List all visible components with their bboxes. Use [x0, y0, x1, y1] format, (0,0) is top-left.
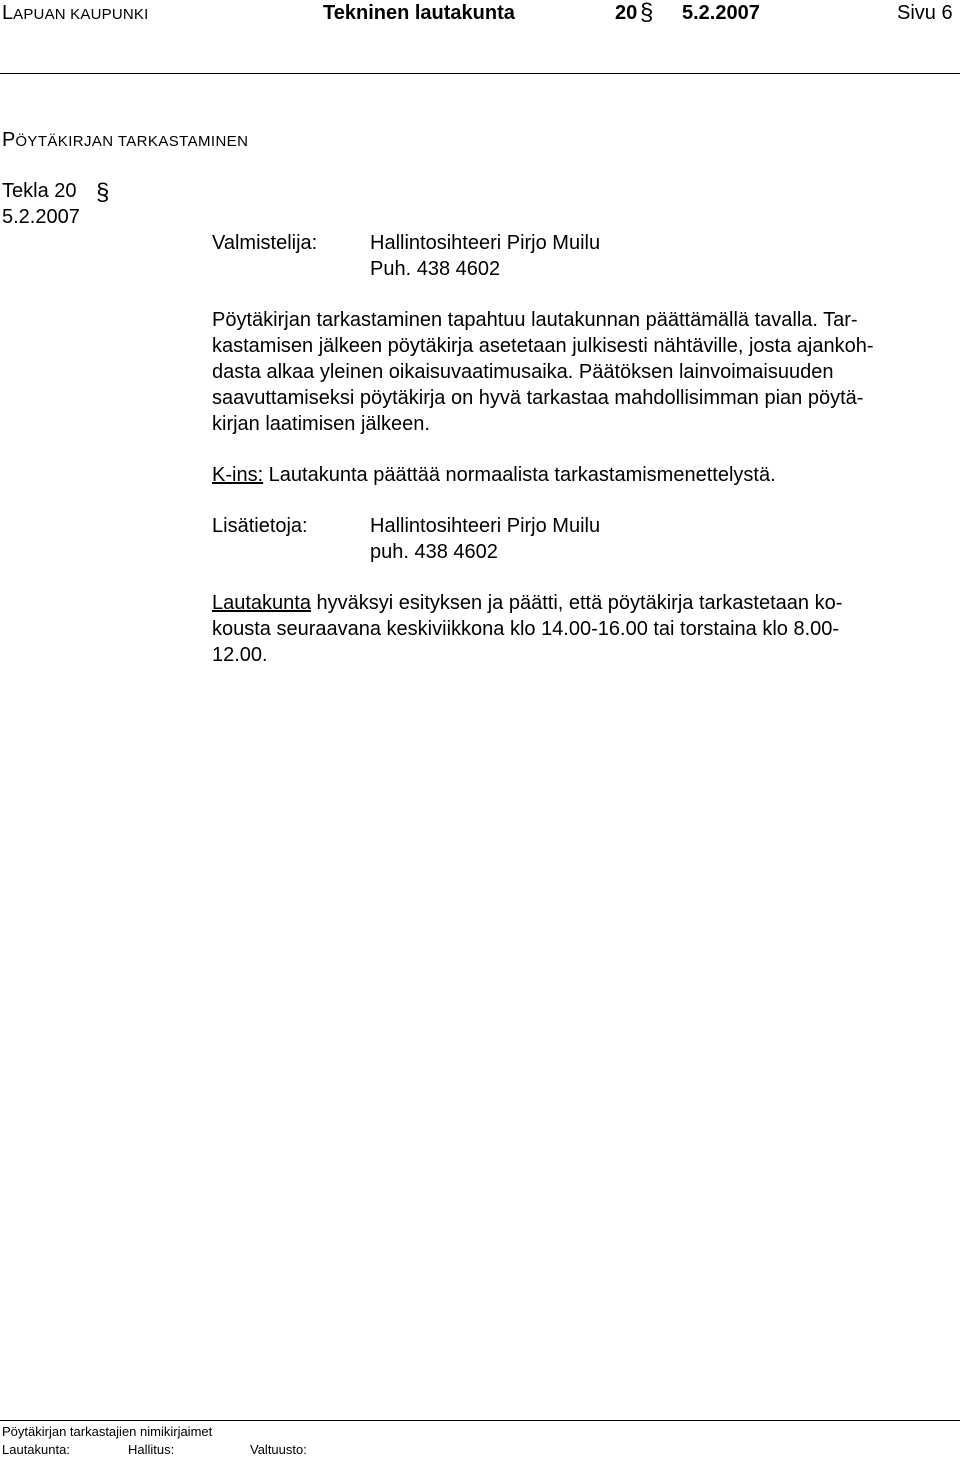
- description-line: dasta alkaa yleinen oikaisuvaatimusaika. Päätöksen lainvoimaisuuden: [212, 361, 834, 383]
- page-number: Sivu 6: [897, 2, 953, 24]
- preparer-phone: Puh. 438 4602: [370, 258, 501, 280]
- section-symbol: §: [640, 0, 654, 26]
- footer-assembly-label: Valtuusto:: [250, 1442, 307, 1457]
- decision-label: Lautakunta: [212, 592, 311, 614]
- proposal-paragraph: [212, 462, 957, 488]
- info-name: Hallintosihteeri Pirjo Muilu: [370, 515, 601, 537]
- section-title-initial: P: [2, 129, 16, 151]
- meeting-date: 5.2.2007: [682, 2, 760, 24]
- description-line: kastamisen jälkeen pöytäkirja asetetaan julkisesti nähtäville, josta ajankoh-: [212, 335, 874, 357]
- decision-line-1: hyväksyi esityksen ja päätti, että pöytäkirja tarkastetaan ko-: [310, 592, 843, 614]
- decision-line-3: 12.00.: [212, 644, 268, 666]
- header-divider: [0, 73, 960, 74]
- reference-line-2: 5.2.2007: [2, 206, 80, 228]
- organization-name-rest: APUAN KAUPUNKI: [13, 6, 149, 23]
- reference-section-symbol: §: [96, 179, 110, 206]
- decision-paragraph: [212, 590, 957, 668]
- description-line: kirjan laatimisen jälkeen.: [212, 413, 430, 435]
- description-paragraph: [212, 307, 957, 437]
- section-title-rest: ÖYTÄKIRJAN TARKASTAMINEN: [15, 133, 249, 150]
- footer-council-label: Hallitus:: [128, 1442, 175, 1457]
- proposal-label: K-ins:: [212, 464, 264, 486]
- preparer-label: Valmistelija:: [212, 232, 318, 254]
- info-label: Lisätietoja:: [212, 515, 308, 537]
- preparer-name: Hallintosihteeri Pirjo Muilu: [370, 232, 601, 254]
- description-line: Pöytäkirjan tarkastaminen tapahtuu lautakunnan päättämällä tavalla. Tar-: [212, 309, 858, 331]
- organization-name-initial: L: [2, 2, 14, 24]
- section-title: [2, 127, 248, 155]
- board-name: Tekninen lautakunta: [323, 2, 515, 24]
- proposal-text: Lautakunta päättää normaalista tarkastamismenettelystä.: [263, 464, 776, 486]
- footer-board-label: Lautakunta:: [2, 1442, 70, 1457]
- reference-line-1: Tekla 20: [2, 180, 77, 202]
- description-line: saavuttamiseksi pöytäkirja on hyvä tarkastaa mahdollisimman pian pöytä-: [212, 387, 864, 409]
- info-phone: puh. 438 4602: [370, 541, 498, 563]
- section-number: 20: [615, 2, 638, 24]
- footer-title: Pöytäkirjan tarkastajien nimikirjaimet: [2, 1424, 213, 1439]
- footer-divider: [0, 1420, 960, 1421]
- organization-name: [2, 0, 148, 28]
- decision-line-2: kousta seuraavana keskiviikkona klo 14.00-16.00 tai torstaina klo 8.00-: [212, 618, 840, 640]
